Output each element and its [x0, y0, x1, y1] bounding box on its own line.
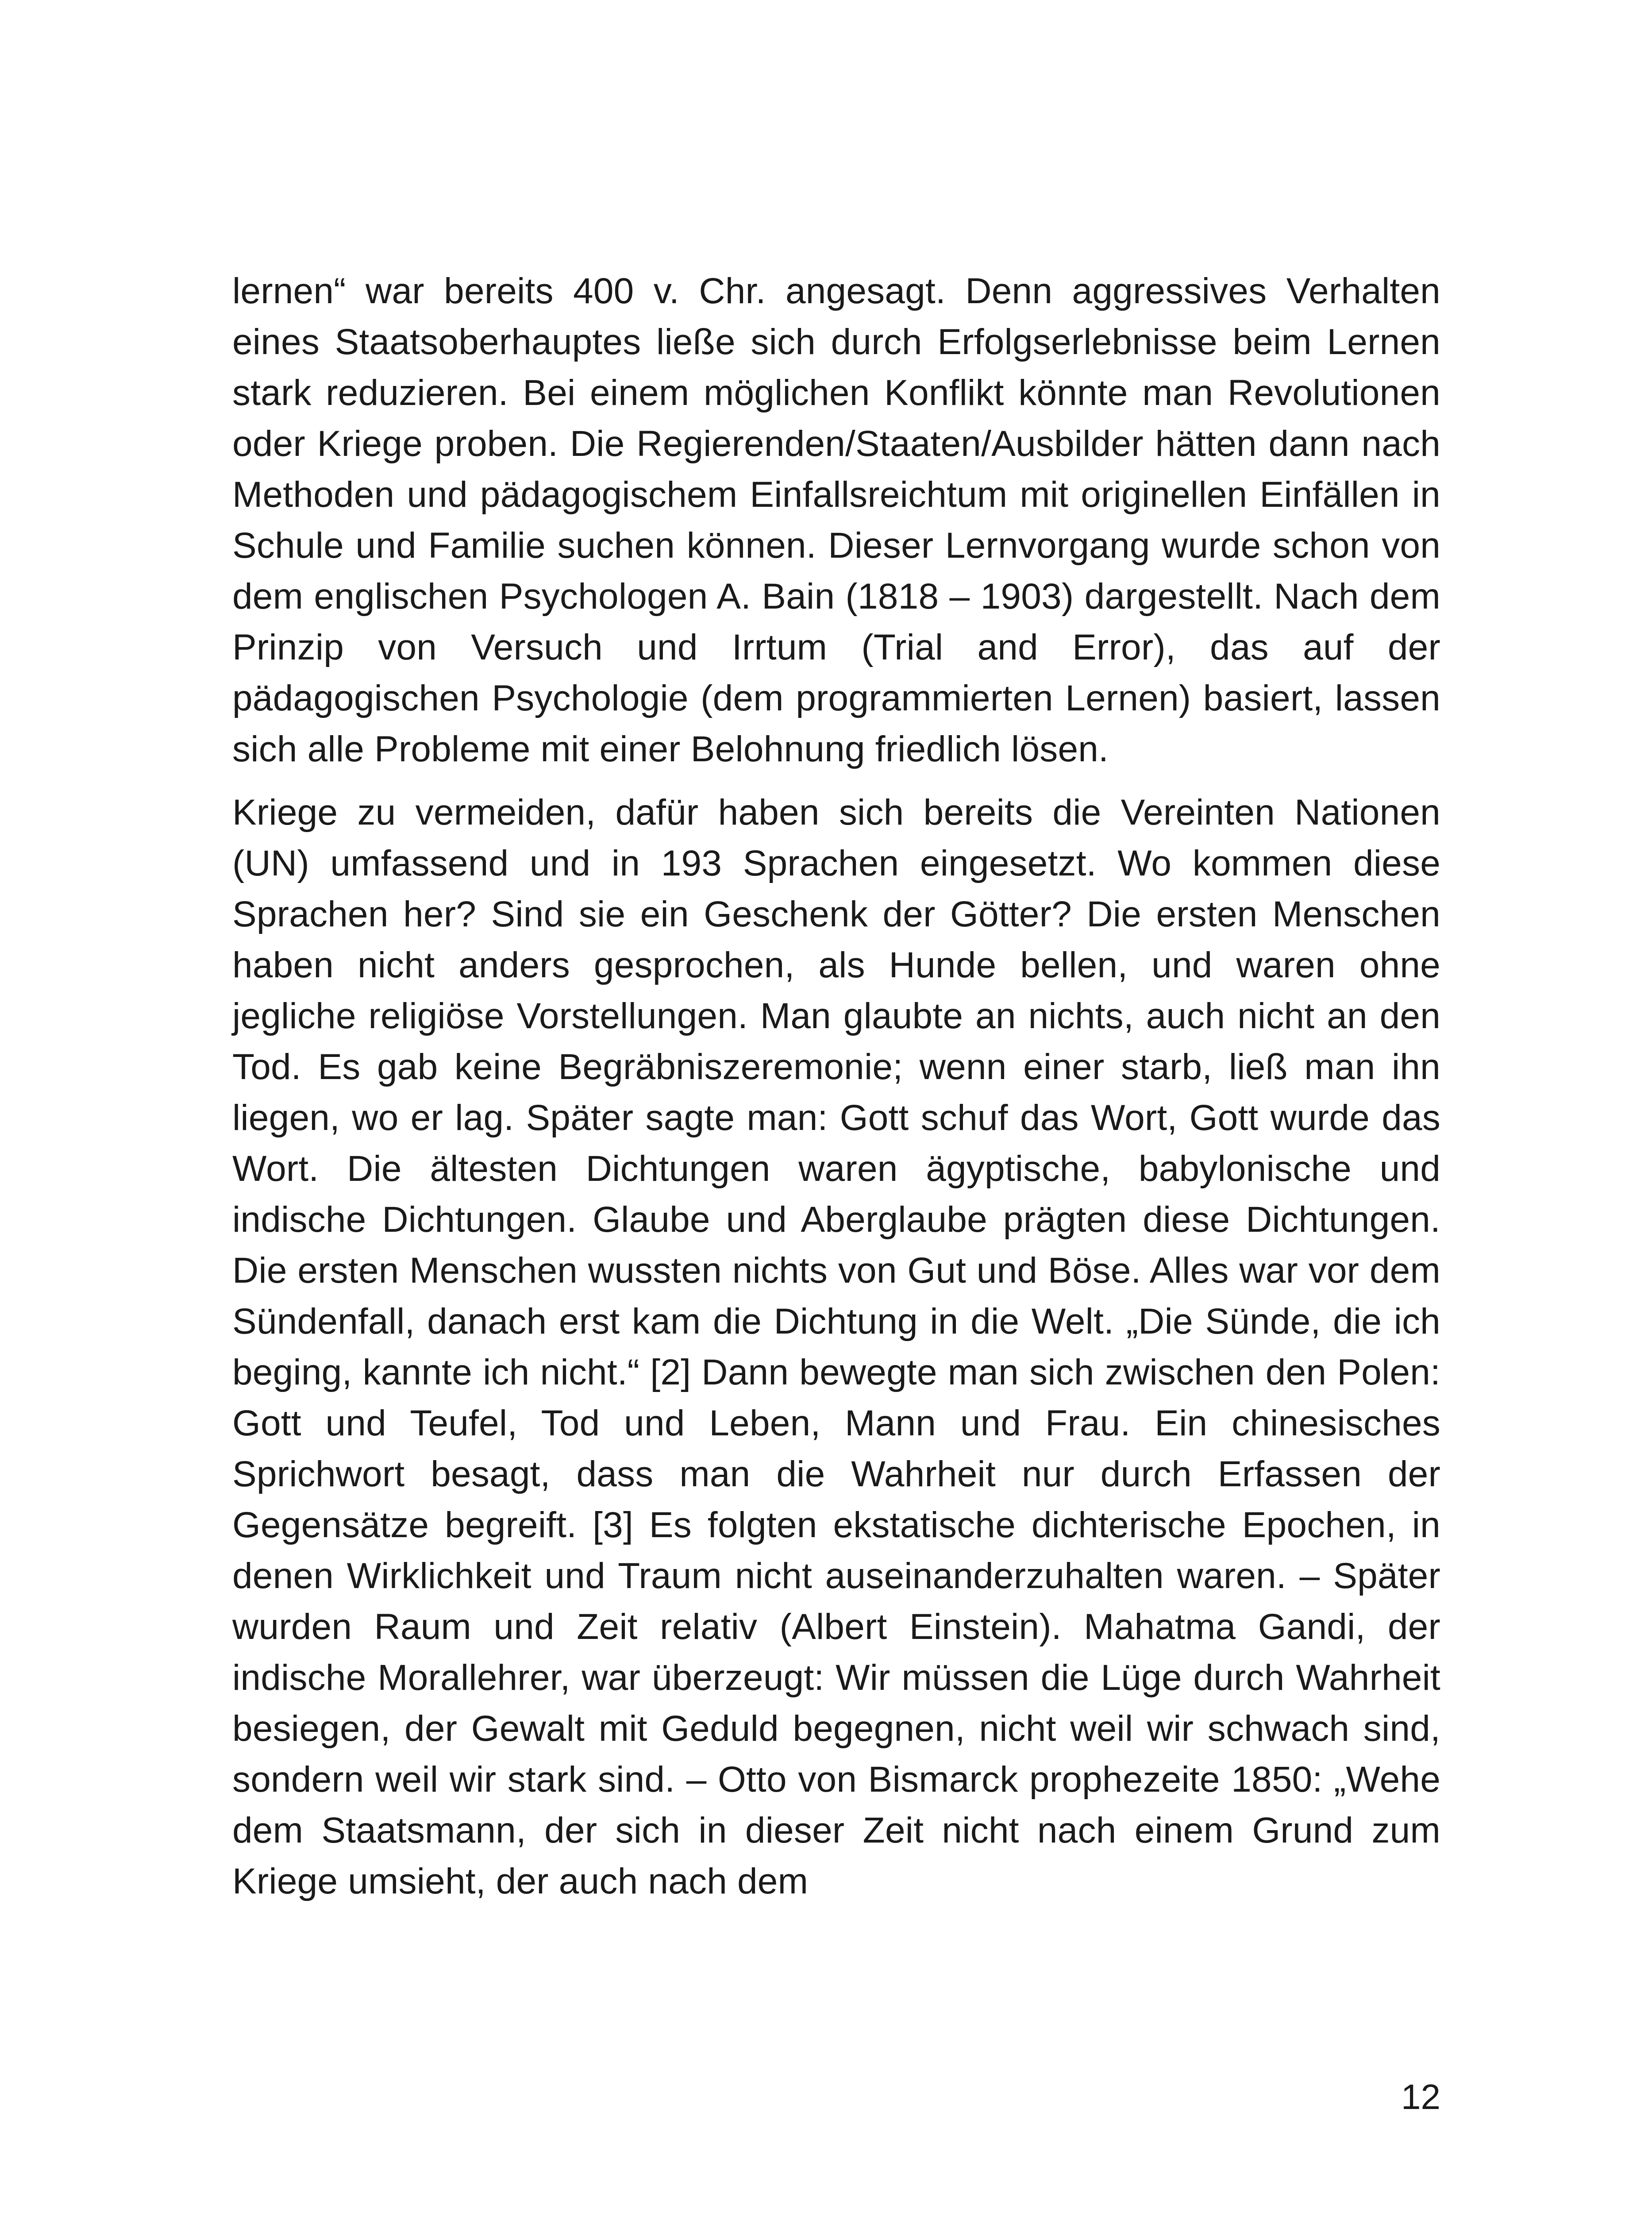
body-text [232, 266, 1440, 1907]
paragraph-2: Kriege zu vermeiden, dafür haben sich bereits die Vereinten Nationen (UN) umfassend und in 193 Sprachen eingesetzt. Wo kommen diese Sprachen her? Sind sie ein Geschenk der Götter? Die ersten Menschen haben nicht anders gesprochen, als Hunde bellen, und waren ohne jegliche religiöse Vorstellungen. Man glaubte an nichts, auch nicht an den Tod. Es gab keine Begräbniszeremonie; wenn einer starb, ließ man ihn liegen, wo er lag. Später sagte man: Gott schuf das Wort, Gott wurde das Wort. Die ältesten Dichtungen waren ägyptische, babylonische und indische Dichtungen. Glaube und Aberglaube prägten diese Dichtungen. Die ersten Menschen wussten nichts von Gut und Böse. Alles war vor dem Sündenfall, danach erst kam die Dichtung in die Welt. „Die Sünde, die ich beging, kannte ich nicht.“ [2] Dann bewegte man sich zwischen den Polen: Gott und Teufel, Tod und Leben, Mann und Frau. Ein chinesisches Sprichwort besagt, dass man die Wahrheit nur durch Erfassen der Gegensätze begreift. [3] Es folgten ekstatische dichterische Epochen, in denen Wirklichkeit und Traum nicht auseinanderzuhalten waren. – Später wurden Raum und Zeit relativ (Albert Einstein). Mahatma Gandi, der indische Morallehrer, war überzeugt: Wir müssen die Lüge durch Wahrheit besiegen, der Gewalt mit Geduld begegnen, nicht weil wir schwach sind, sondern weil wir stark sind. – Otto von Bismarck prophezeite 1850: „Wehe dem Staatsmann, der sich in dieser Zeit nicht nach einem Grund zum Kriege umsieht, der auch nach dem [232, 792, 1440, 1901]
paragraph-1: lernen“ war bereits 400 v. Chr. angesagt. Denn aggressives Verhalten eines Staatsoberhauptes ließe sich durch Erfolgserlebnisse beim Lernen stark reduzieren. Bei einem möglichen Konflikt könnte man Revolutionen oder Kriege proben. Die Regierenden/Staaten/Ausbilder hätten dann nach Methoden und pädagogischem Einfallsreichtum mit originellen Einfällen in Schule und Familie suchen können. Dieser Lernvorgang wurde schon von dem englischen Psychologen A. Bain (1818 – 1903) dargestellt. Nach dem Prinzip von Versuch und Irrtum (Trial and Error), das auf der pädagogischen Psychologie (dem programmierten Lernen) basiert, lassen sich alle Probleme mit einer Belohnung friedlich lösen. [232, 271, 1440, 769]
page-number: 12 [1401, 2077, 1440, 2117]
